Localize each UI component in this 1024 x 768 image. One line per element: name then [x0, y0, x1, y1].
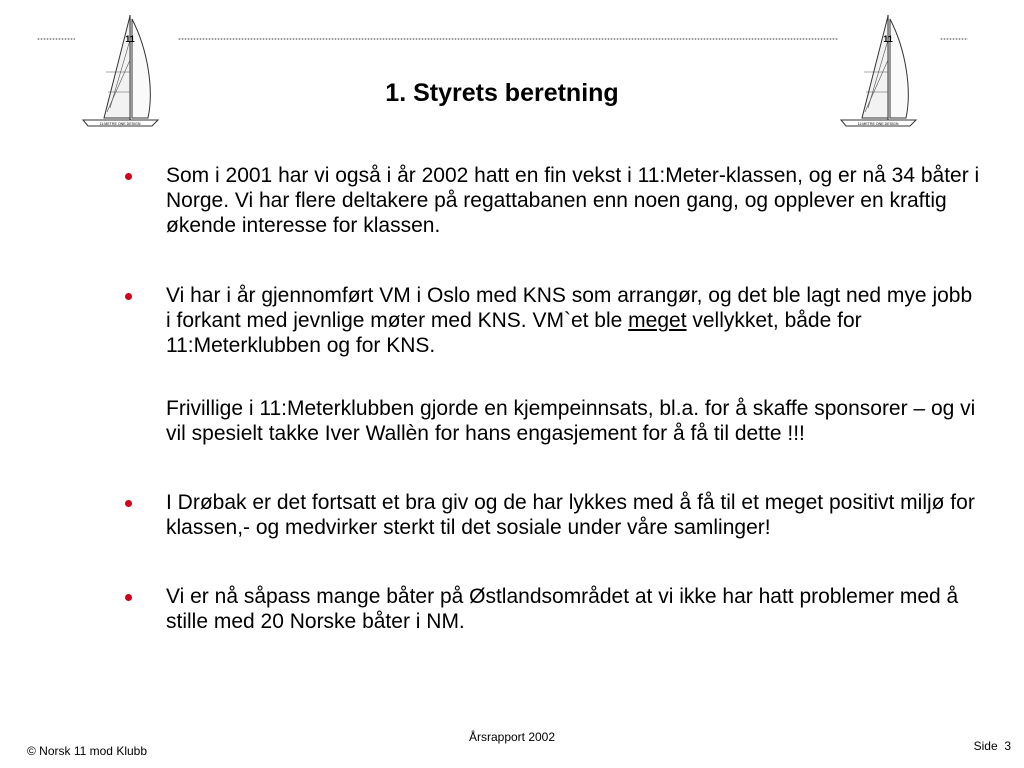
paragraph-text: I Drøbak er det fortsatt et bra giv og de har lykkes med å få til et meget positivt miljø for klassen,- og medvirker sterkt til det sosiale under våre samlinger!: [166, 491, 975, 539]
hull-text: 11:METRE ONE DESIGN: [99, 122, 141, 126]
paragraph-text: Som i 2001 har vi også i år 2002 hatt en fin vekst i 11:Meter-klassen, og er nå 34 båter i Norge. Vi har flere deltakere på regattabanen enn noen gang, og opplever en kraftig økende interesse for klassen.: [166, 164, 980, 237]
slide-title: 1. Styrets beretning: [385, 79, 619, 107]
sail-mark: 11: [125, 34, 135, 44]
bullet-paragraph-1: [120, 163, 980, 238]
dotted-line-center: [178, 38, 838, 42]
dotted-line-right: [940, 38, 968, 42]
bullet-icon: [125, 500, 132, 507]
bullet-icon: [125, 173, 132, 180]
bullet-paragraph-2: [120, 283, 980, 358]
page-label: Side: [973, 739, 998, 753]
page-number: 3: [1004, 739, 1011, 753]
footer-page: [974, 739, 1011, 753]
plain-paragraph: [120, 396, 980, 446]
dotted-line-left: [37, 38, 75, 42]
underlined-word: meget: [628, 309, 687, 332]
slide-content: [120, 163, 980, 634]
paragraph-text: Vi er nå såpass mange båter på Østlandsområdet at vi ikke har hatt problemer med å stille med 20 Norske båter i NM.: [166, 585, 959, 633]
hull-text: 11:METRE ONE DESIGN: [857, 122, 899, 126]
footer-report-label: Årsrapport 2002: [468, 730, 556, 744]
paragraph-text: Vi har i år gjennomført VM i Oslo med KNS som arrangør, og det ble lagt ned mye jobb i forkant med jevnlige møter med KNS. VM`et ble: [166, 284, 973, 332]
bullet-paragraph-4: [120, 584, 980, 634]
bullet-paragraph-3: [120, 490, 980, 540]
sail-mark: 11: [883, 34, 893, 44]
paragraph-text: Frivillige i 11:Meterklubben gjorde en kjempeinnsats, bl.a. for å skaffe sponsorer – og vi vil spesielt takke Iver Wallèn for hans engasjement for å få til dette !!!: [166, 397, 976, 445]
sailboat-logo-left: [80, 10, 160, 130]
sailboat-logo-right: [838, 10, 918, 130]
footer-copyright: © Norsk 11 mod Klubb: [27, 744, 148, 758]
paragraph-text: vellykket, både for 11:Meterklubben og for KNS.: [166, 309, 862, 357]
bullet-icon: [125, 293, 132, 300]
bullet-icon: [125, 594, 132, 601]
